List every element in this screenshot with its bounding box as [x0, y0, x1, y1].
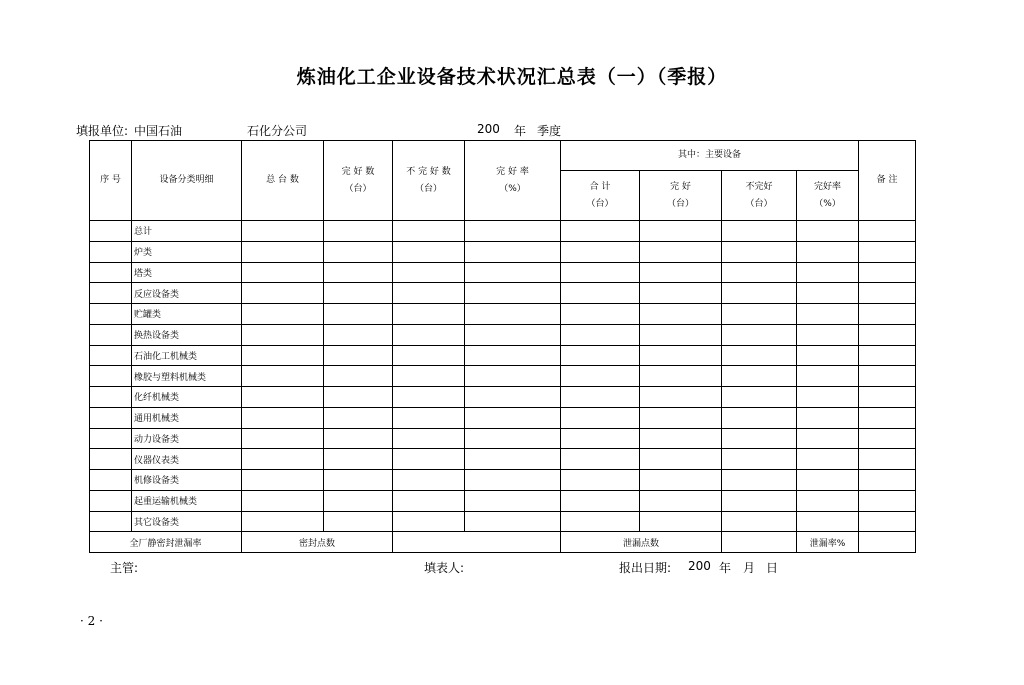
data-cell: [90, 241, 132, 262]
table-row: [90, 366, 916, 387]
data-cell: [561, 511, 640, 532]
seal-row: [90, 532, 916, 553]
header-remark: 备 注: [859, 141, 916, 221]
data-cell: [640, 345, 722, 366]
data-cell: [859, 221, 916, 242]
data-cell: [859, 241, 916, 262]
data-cell: [324, 470, 393, 491]
data-cell: [90, 345, 132, 366]
data-cell: [465, 283, 561, 304]
report-date-label: 报出日期:: [619, 561, 672, 575]
data-cell: [797, 470, 859, 491]
data-cell: [242, 470, 324, 491]
data-cell: [465, 262, 561, 283]
data-cell: [242, 407, 324, 428]
category-cell: 仪器仪表类: [132, 449, 242, 470]
leak-rate-value: [859, 532, 916, 553]
data-cell: [393, 283, 465, 304]
supervisor-label: 主管:: [110, 561, 139, 575]
header-not-intact-count-label: 不 完 好 数: [406, 166, 451, 177]
category-cell: 换热设备类: [132, 324, 242, 345]
data-cell: [465, 345, 561, 366]
data-cell: [859, 366, 916, 387]
data-cell: [859, 449, 916, 470]
data-cell: [561, 221, 640, 242]
data-cell: [561, 387, 640, 408]
data-cell: [393, 490, 465, 511]
data-cell: [90, 262, 132, 283]
data-cell: [324, 304, 393, 325]
table-row: [90, 221, 916, 242]
data-cell: [722, 241, 797, 262]
report-month-unit: 月: [743, 561, 756, 575]
header-sub-total-label: 合 计: [589, 181, 611, 192]
category-cell: 化纤机械类: [132, 387, 242, 408]
header-intact-rate-label: 完 好 率: [496, 166, 529, 177]
header-sub-not-intact-label: 不完好: [745, 181, 773, 192]
data-cell: [90, 407, 132, 428]
data-cell: [561, 470, 640, 491]
data-cell: [561, 407, 640, 428]
data-cell: [859, 345, 916, 366]
data-cell: [324, 262, 393, 283]
data-cell: [640, 490, 722, 511]
data-cell: [90, 490, 132, 511]
data-cell: [797, 324, 859, 345]
data-cell: [242, 241, 324, 262]
data-cell: [90, 366, 132, 387]
data-cell: [859, 428, 916, 449]
header-not-intact-count-unit: （台）: [414, 183, 442, 194]
data-cell: [722, 511, 797, 532]
data-cell: [640, 511, 722, 532]
header-sub-intact-label: 完 好: [670, 181, 691, 192]
data-cell: [393, 345, 465, 366]
data-cell: [465, 407, 561, 428]
category-cell: 其它设备类: [132, 511, 242, 532]
data-cell: [242, 428, 324, 449]
data-cell: [324, 221, 393, 242]
header-category: 设备分类明细: [132, 141, 242, 221]
data-cell: [242, 304, 324, 325]
data-cell: [90, 304, 132, 325]
table-row: [90, 283, 916, 304]
data-cell: [640, 241, 722, 262]
data-cell: [722, 345, 797, 366]
data-cell: [324, 283, 393, 304]
data-cell: [465, 324, 561, 345]
data-cell: [324, 387, 393, 408]
data-cell: [859, 407, 916, 428]
report-year-unit: 年: [719, 561, 732, 575]
data-cell: [90, 221, 132, 242]
report-year-value: 200: [688, 559, 711, 573]
data-cell: [797, 490, 859, 511]
data-cell: [393, 511, 465, 532]
data-cell: [324, 324, 393, 345]
data-cell: [722, 449, 797, 470]
category-cell: 起重运输机械类: [132, 490, 242, 511]
data-cell: [640, 449, 722, 470]
quarter-label: 季度: [537, 124, 562, 138]
data-cell: [722, 366, 797, 387]
data-cell: [393, 428, 465, 449]
data-cell: [242, 366, 324, 387]
data-cell: [393, 470, 465, 491]
header-sub-intact: [640, 171, 722, 221]
category-cell: 贮罐类: [132, 304, 242, 325]
header-intact-count-unit: （台）: [344, 183, 372, 194]
data-cell: [722, 428, 797, 449]
data-cell: [242, 283, 324, 304]
data-cell: [242, 345, 324, 366]
category-cell: 反应设备类: [132, 283, 242, 304]
data-cell: [90, 387, 132, 408]
seal-points-label: 密封点数: [242, 532, 393, 553]
table-row: [90, 470, 916, 491]
data-cell: [465, 511, 561, 532]
data-cell: [90, 511, 132, 532]
header-sub-rate: [797, 171, 859, 221]
data-cell: [640, 407, 722, 428]
data-cell: [465, 241, 561, 262]
data-cell: [465, 470, 561, 491]
data-cell: [242, 262, 324, 283]
category-cell: 机修设备类: [132, 470, 242, 491]
header-main-equipment: 其中：主要设备: [561, 141, 859, 171]
year-value: 200: [477, 122, 500, 136]
data-cell: [324, 407, 393, 428]
data-cell: [242, 490, 324, 511]
seal-points-value: [393, 532, 561, 553]
data-cell: [797, 407, 859, 428]
data-cell: [722, 262, 797, 283]
data-cell: [640, 283, 722, 304]
page-number: · 2 ·: [80, 614, 103, 628]
data-cell: [640, 221, 722, 242]
data-cell: [640, 262, 722, 283]
unit-value: 中国石油: [134, 124, 183, 138]
data-cell: [797, 262, 859, 283]
header-intact-rate-unit: （%）: [499, 183, 526, 194]
data-cell: [797, 241, 859, 262]
data-cell: [640, 324, 722, 345]
data-cell: [324, 366, 393, 387]
header-sub-intact-unit: （台）: [666, 198, 694, 209]
category-cell: 橡胶与塑料机械类: [132, 366, 242, 387]
data-cell: [393, 407, 465, 428]
category-cell: 总计: [132, 221, 242, 242]
data-cell: [859, 262, 916, 283]
data-cell: [722, 407, 797, 428]
table-body: [90, 221, 916, 532]
header-sub-not-intact: [722, 171, 797, 221]
data-cell: [465, 449, 561, 470]
preparer-label: 填表人:: [424, 561, 465, 575]
table-row: [90, 345, 916, 366]
data-cell: [561, 283, 640, 304]
header-sub-total: [561, 171, 640, 221]
data-cell: [465, 387, 561, 408]
data-cell: [465, 221, 561, 242]
data-cell: [640, 366, 722, 387]
data-cell: [324, 428, 393, 449]
table-row: [90, 262, 916, 283]
header-intact-count: [324, 141, 393, 221]
header-intact-count-label: 完 好 数: [341, 166, 375, 177]
data-cell: [465, 366, 561, 387]
table-row: [90, 407, 916, 428]
data-cell: [393, 387, 465, 408]
data-cell: [90, 449, 132, 470]
data-cell: [324, 345, 393, 366]
data-cell: [561, 262, 640, 283]
data-cell: [561, 304, 640, 325]
data-cell: [797, 387, 859, 408]
data-cell: [797, 221, 859, 242]
table-row: [90, 304, 916, 325]
data-cell: [90, 428, 132, 449]
data-cell: [242, 387, 324, 408]
data-cell: [722, 490, 797, 511]
data-cell: [393, 262, 465, 283]
data-cell: [561, 241, 640, 262]
leak-rate-label: 泄漏率%: [797, 532, 859, 553]
header-sub-rate-unit: （%）: [814, 198, 841, 209]
table-row: [90, 511, 916, 532]
data-cell: [324, 490, 393, 511]
report-day-unit: 日: [766, 561, 779, 575]
page-title: 炼油化工企业设备技术状况汇总表（一）（季报）: [296, 66, 728, 88]
data-cell: [324, 511, 393, 532]
data-cell: [797, 428, 859, 449]
data-cell: [722, 470, 797, 491]
data-cell: [797, 511, 859, 532]
data-cell: [640, 387, 722, 408]
data-cell: [90, 470, 132, 491]
data-cell: [242, 221, 324, 242]
data-cell: [465, 428, 561, 449]
data-cell: [242, 324, 324, 345]
data-cell: [859, 304, 916, 325]
data-cell: [324, 241, 393, 262]
data-cell: [561, 449, 640, 470]
data-cell: [324, 449, 393, 470]
year-unit: 年: [514, 124, 527, 138]
data-cell: [393, 449, 465, 470]
category-cell: 通用机械类: [132, 407, 242, 428]
equipment-summary-table: [89, 140, 916, 553]
unit-label: 填报单位:: [76, 124, 129, 138]
header-not-intact-count: [393, 141, 465, 221]
category-cell: 炉类: [132, 241, 242, 262]
data-cell: [90, 324, 132, 345]
data-cell: [722, 324, 797, 345]
table-row: [90, 490, 916, 511]
table-row: [90, 324, 916, 345]
data-cell: [859, 490, 916, 511]
data-cell: [859, 470, 916, 491]
data-cell: [797, 283, 859, 304]
data-cell: [797, 366, 859, 387]
data-cell: [393, 324, 465, 345]
header-total-count: 总 台 数: [242, 141, 324, 221]
data-cell: [465, 304, 561, 325]
data-cell: [393, 304, 465, 325]
leak-points-value: [722, 532, 797, 553]
table-row: [90, 449, 916, 470]
header-index: 序 号: [90, 141, 132, 221]
data-cell: [797, 304, 859, 325]
header-row-1: [90, 141, 916, 171]
data-cell: [640, 470, 722, 491]
data-cell: [859, 511, 916, 532]
header-sub-rate-label: 完好率: [814, 181, 842, 192]
category-cell: 动力设备类: [132, 428, 242, 449]
branch-label: 石化分公司: [247, 124, 308, 138]
leak-points-label: 泄漏点数: [561, 532, 722, 553]
data-cell: [640, 428, 722, 449]
data-cell: [859, 324, 916, 345]
data-cell: [797, 345, 859, 366]
data-cell: [722, 387, 797, 408]
seal-rate-label: 全厂静密封泄漏率: [90, 532, 242, 553]
data-cell: [722, 304, 797, 325]
data-cell: [797, 449, 859, 470]
header-sub-total-unit: （台）: [586, 198, 614, 209]
table-row: [90, 428, 916, 449]
data-cell: [859, 387, 916, 408]
data-cell: [561, 345, 640, 366]
data-cell: [640, 304, 722, 325]
header-intact-rate: [465, 141, 561, 221]
data-cell: [242, 511, 324, 532]
data-cell: [242, 449, 324, 470]
category-cell: 塔类: [132, 262, 242, 283]
data-cell: [722, 283, 797, 304]
data-cell: [465, 490, 561, 511]
data-cell: [561, 428, 640, 449]
data-cell: [90, 283, 132, 304]
data-cell: [722, 221, 797, 242]
data-cell: [561, 324, 640, 345]
data-cell: [859, 283, 916, 304]
data-cell: [393, 221, 465, 242]
header-sub-not-intact-unit: （台）: [745, 198, 773, 209]
data-cell: [393, 366, 465, 387]
category-cell: 石油化工机械类: [132, 345, 242, 366]
table-row: [90, 241, 916, 262]
data-cell: [561, 366, 640, 387]
data-cell: [393, 241, 465, 262]
data-cell: [561, 490, 640, 511]
table-row: [90, 387, 916, 408]
